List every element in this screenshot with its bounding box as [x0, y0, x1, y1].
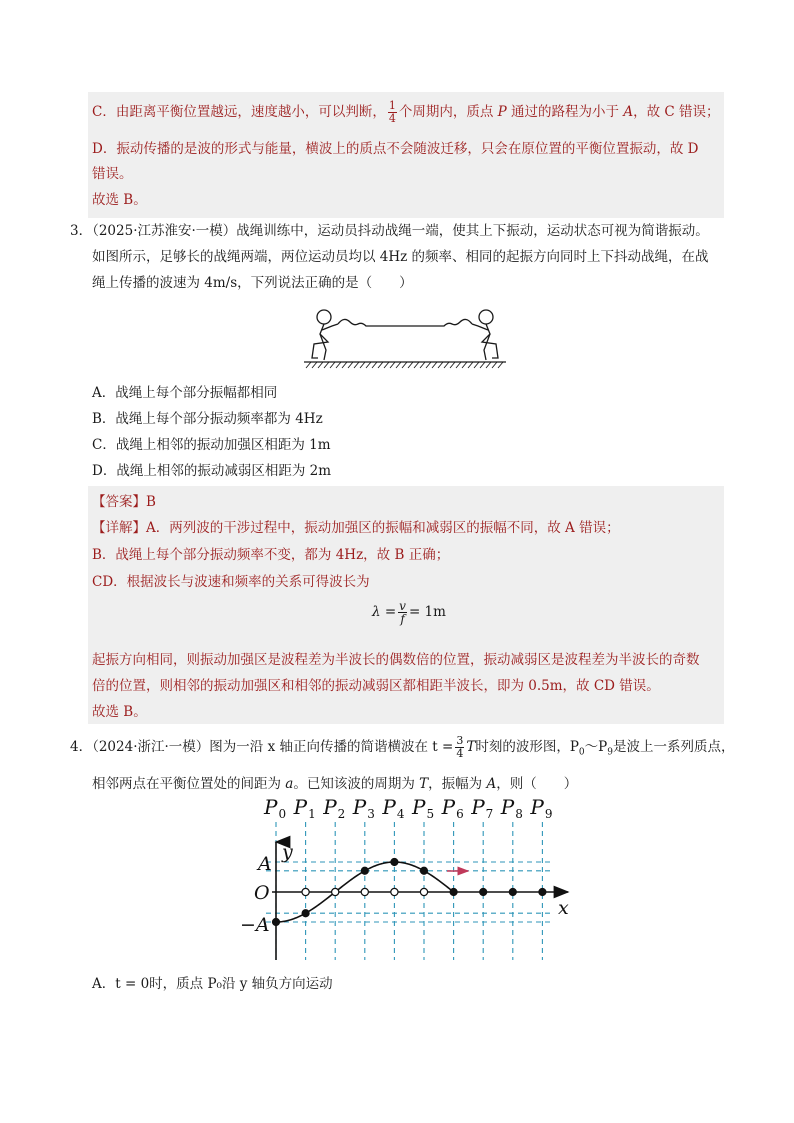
q3-line3: 绳上传播的波速为 4m/s，下列说法正确的是（ ）: [92, 275, 413, 291]
equilibrium-point-p2: [332, 888, 339, 895]
wave-point-p7: [480, 888, 487, 895]
q3-line1: 3．（2025·江苏淮安·一模）战绳训练中，运动员抖动战绳一端，使其上下振动，运动状态可视为简谐振动。: [70, 223, 709, 239]
q3-wavelength-formula: λ = $\frac{v}{f}$ = 1m: [372, 599, 446, 626]
point-label-p0: $P_0$: [264, 795, 287, 821]
q3-detail-line5: 倍的位置，则相邻的振动加强区和相邻的振动减弱区都相距半波长，即为 0.5m，故 CD 错误。: [92, 678, 660, 694]
point-label-p5: $P_5$: [412, 795, 435, 821]
q3-option-d: D．战绳上相邻的振动减弱区相距为 2m: [92, 463, 332, 479]
equilibrium-point-p5: [420, 888, 427, 895]
wave-point-p0: [272, 918, 279, 925]
label-neg-A: −A: [240, 914, 270, 936]
q3-conclusion: 故选 B。: [92, 704, 147, 720]
prev-answer-conclusion: 故选 B。: [92, 192, 147, 208]
label-O: O: [254, 882, 270, 904]
point-label-p1: $P_1$: [293, 795, 316, 821]
prev-answer-option-c: C．由距离平衡位置越远，速度越小，可以判断， $\frac{1}{4}$ 个周期内，质点 P 通过的路程为小于 A，故 C 错误；: [92, 99, 720, 125]
wave-point-p8: [509, 888, 516, 895]
q4-line1: 4．（2024·浙江·一模）图为一沿 x 轴正向传播的简谐横波在 t = $\frac{3}{4}$ T时刻的波形图，$P_0\sim P_9$是波上一系列质点，: [70, 734, 735, 760]
wave-point-p3: [361, 867, 368, 874]
point-label-p7: $P_7$: [471, 795, 494, 821]
point-label-p8: $P_8$: [500, 795, 523, 821]
point-label-p6: $P_6$: [441, 795, 464, 821]
q3-battle-rope-figure: [298, 302, 512, 370]
wave-point-p6: [450, 888, 457, 895]
label-x: x: [558, 897, 569, 919]
point-label-p2: $P_2$: [323, 795, 346, 821]
q3-detail-line1: 【详解】A．两列波的干涉过程中，振动加强区的振幅和减弱区的振幅不同，故 A 错误；: [92, 520, 620, 536]
equilibrium-point-p1: [302, 888, 309, 895]
point-label-p9: $P_9$: [530, 795, 553, 821]
q3-detail-line2: B．战绳上每个部分振动频率不变，都为 4Hz，故 B 正确；: [92, 547, 450, 563]
wave-point-p9: [539, 888, 546, 895]
q3-option-a: A．战绳上每个部分振幅都相同: [92, 385, 278, 401]
prev-answer-option-d-line1: D．振动传播的是波的形式与能量，横波上的质点不会随波迁移，只会在原位置的平衡位置振动，故 D: [92, 141, 699, 157]
q3-line2: 如图所示，足够长的战绳两端，两位运动员均以 4Hz 的频率、相同的起振方向同时上下抖动战绳，在战: [92, 249, 709, 265]
q3-detail-line3: CD．根据波长与波速和频率的关系可得波长为: [92, 574, 370, 590]
q3-option-b: B．战绳上每个部分振动频率都为 4Hz: [92, 411, 323, 427]
q3-option-c: C．战绳上相邻的振动加强区相距为 1m: [92, 437, 331, 453]
equilibrium-point-p3: [361, 888, 368, 895]
wave-point-p1: [302, 910, 309, 917]
point-label-p3: $P_3$: [352, 795, 375, 821]
q4-line2: 相邻两点在平衡位置处的间距为 a。已知该波的周期为 T，振幅为 A，则（ ）: [92, 776, 578, 792]
label-A: A: [258, 853, 272, 875]
q4-waveform-figure: [236, 794, 576, 964]
q3-answer: 【答案】B: [92, 494, 156, 510]
point-label-p4: $P_4$: [382, 795, 405, 821]
q3-detail-line4: 起振方向相同，则振动加强区是波程差为半波长的偶数倍的位置，振动减弱区是波程差为半波长的奇数: [92, 652, 700, 668]
q4-option-a: A．t = 0时，质点 P₀沿 y 轴负方向运动: [92, 976, 333, 992]
equilibrium-point-p4: [391, 888, 398, 895]
label-y: y: [282, 841, 293, 863]
wave-point-p4: [391, 858, 398, 865]
prev-answer-option-d-line2: 错误。: [92, 166, 133, 182]
wave-point-p5: [420, 867, 427, 874]
